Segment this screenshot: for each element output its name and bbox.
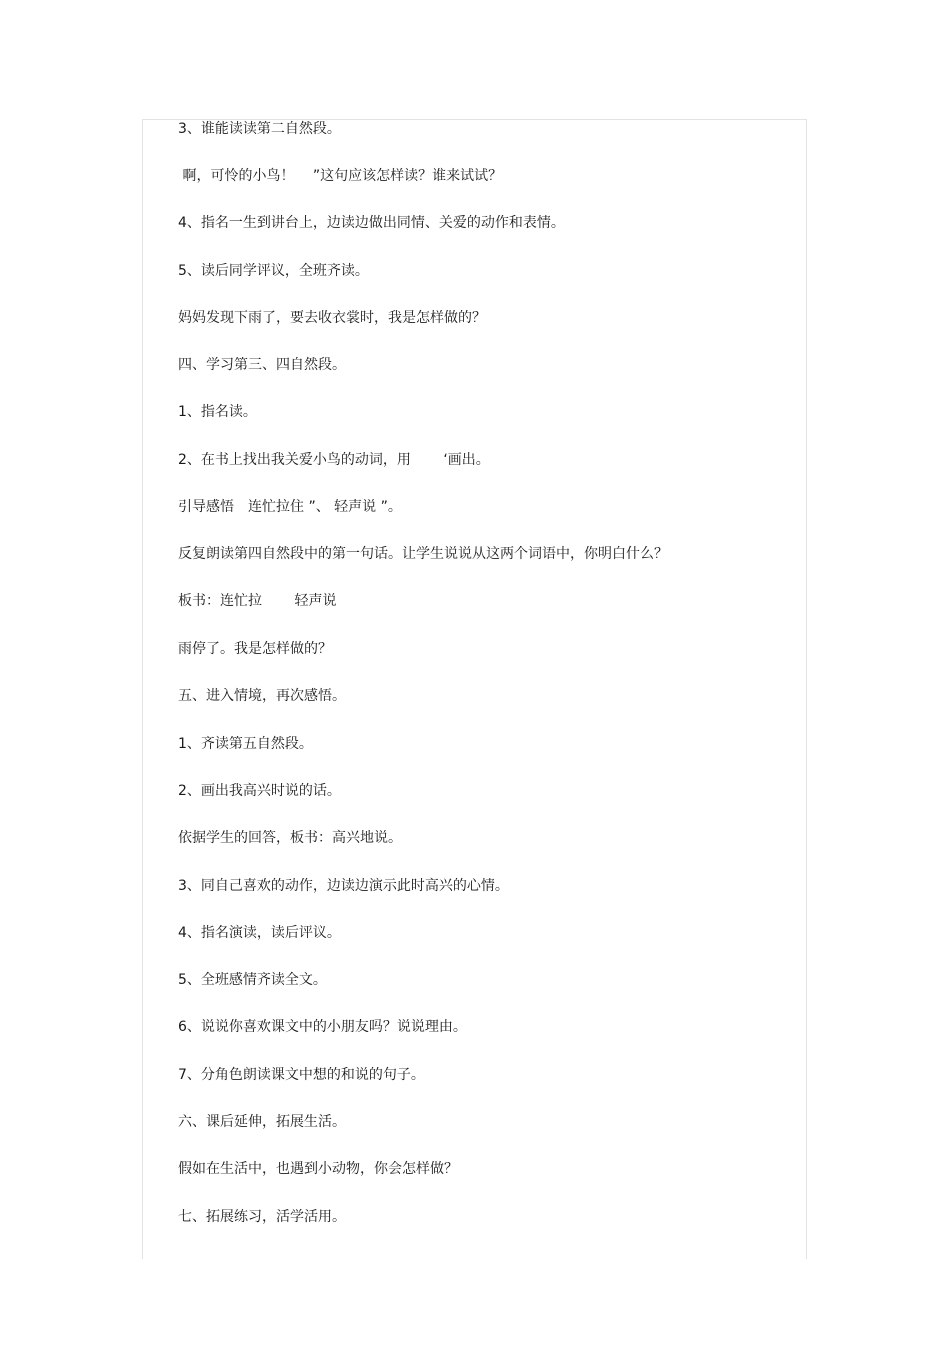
text-line: 2、画出我高兴时说的话。 xyxy=(178,783,341,799)
text-line: 3、同自己喜欢的动作，边读边演示此时高兴的心情。 xyxy=(178,878,509,894)
text-line: 3、谁能读读第二自然段。 xyxy=(178,121,341,137)
section-heading: 六、课后延伸，拓展生活。 xyxy=(178,1114,346,1130)
text-line: 依据学生的回答，板书：高兴地说。 xyxy=(178,830,402,846)
text-line: 假如在生活中，也遇到小动物，你会怎样做？ xyxy=(178,1161,458,1177)
text-line: 2、在书上找出我关爱小鸟的动词，用 ‘画出。 xyxy=(178,452,490,468)
section-heading: 四、学习第三、四自然段。 xyxy=(178,357,346,373)
text-line: 雨停了。我是怎样做的？ xyxy=(178,641,332,657)
text-line: 引导感悟 连忙拉住 ”、 轻声说 ”。 xyxy=(178,499,402,515)
section-heading: 七、拓展练习，活学活用。 xyxy=(178,1209,346,1225)
text-line: 反复朗读第四自然段中的第一句话。让学生说说从这两个词语中，你明白什么？ xyxy=(178,546,668,562)
text-line: 妈妈发现下雨了，要去收衣裳时，我是怎样做的？ xyxy=(178,310,486,326)
text-line: 5、读后同学评议，全班齐读。 xyxy=(178,263,369,279)
text-line: 4、指名一生到讲台上，边读边做出同情、关爱的动作和表情。 xyxy=(178,215,565,231)
text-line: 5、全班感情齐读全文。 xyxy=(178,972,327,988)
text-line: 啊，可怜的小鸟！ ”这句应该怎样读？谁来试试？ xyxy=(178,168,503,184)
text-line: 板书：连忙拉 轻声说 xyxy=(178,593,337,609)
text-line: 4、指名演读，读后评议。 xyxy=(178,925,341,941)
text-line: 1、齐读第五自然段。 xyxy=(178,736,313,752)
text-line: 1、指名读。 xyxy=(178,404,257,420)
text-line: 7、分角色朗读课文中想的和说的句子。 xyxy=(178,1067,425,1083)
section-heading: 五、进入情境，再次感悟。 xyxy=(178,688,346,704)
text-line: 6、说说你喜欢课文中的小朋友吗？说说理由。 xyxy=(178,1019,467,1035)
